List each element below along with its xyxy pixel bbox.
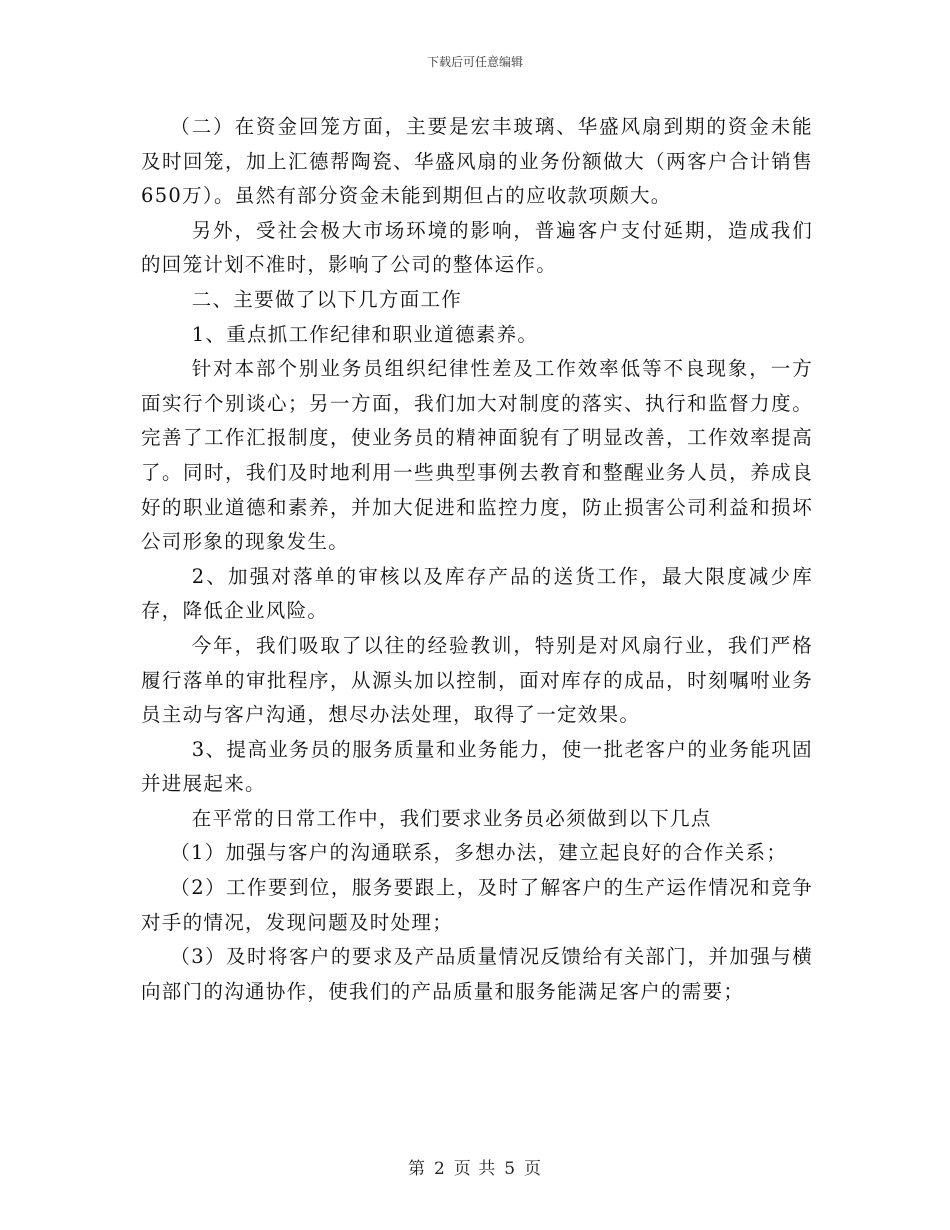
header-note: 下载后可任意编辑 <box>426 55 523 69</box>
list-item-communication: （1）加强与客户的沟通联系，多想办法，建立起良好的合作关系； <box>170 841 788 865</box>
paragraph-capital-recovery: （二）在资金回笼方面，主要是宏丰玻璃、华盛风扇到期的资金未能及时回笼，加上汇德帮陶瓷、华盛风扇的业务份额做大（两客户合计销售650万）。虽然有部分资金未能到期但占的应收款项颇大。 <box>141 115 813 208</box>
page-footer <box>0 1154 950 1179</box>
section-heading-main-work: 二、主要做了以下几方面工作 <box>191 287 463 311</box>
paragraph-inventory: 今年，我们吸取了以往的经验教训，特别是对风扇行业，我们严格履行落单的审批程序，从源头加以控制，面对库存的成品，时刻嘱咐业务员主动与客户沟通，想尽办法处理，取得了一定效果。 <box>141 633 813 727</box>
paragraph-market-impact: 另外，受社会极大市场环境的影响，普遍客户支付延期，造成我们的回笼计划不准时，影响了公司的整体运作。 <box>141 218 813 277</box>
item-heading-discipline: 1、重点抓工作纪律和职业道德素养。 <box>191 322 539 346</box>
document-body <box>141 110 813 1009</box>
page-suffix: 页 <box>524 1159 543 1179</box>
item-heading-service-quality: 3、提高业务员的服务质量和业务能力，使一批老客户的业务能巩固并进展起来。 <box>141 737 813 796</box>
page-prefix: 第 <box>407 1159 426 1179</box>
paragraph-discipline: 针对本部个别业务员组织纪律性差及工作效率低等不良现象，一方面实行个别谈心；另一方面，我们加大对制度的落实、执行和监督力度。完善了工作汇报制度，使业务员的精神面貌有了明显改善，工作效率提高了。同时，我们及时地利用一些典型事例去教育和整醒业务人员，养成良好的职业道德和素养，并加大促进和监控力度，防止损害公司利益和损坏公司形象的现象发生。 <box>141 357 813 554</box>
list-item-feedback: （3）及时将客户的要求及产品质量情况反馈给有关部门，并加强与横向部门的沟通协作，使我们的产品质量和服务能满足客户的需要； <box>141 945 813 1003</box>
list-item-service-in-place: （2）工作要到位，服务要跟上，及时了解客户的生产运作情况和竞争对手的情况，发现问题及时处理； <box>141 876 813 934</box>
item-heading-inventory: 2、加强对落单的审核以及库存产品的送货工作，最大限度减少库存，降低企业风险。 <box>141 564 813 623</box>
paragraph-requirements-intro: 在平常的日常工作中，我们要求业务员必须做到以下几点 <box>191 806 712 830</box>
page-mid: 页 共 <box>453 1159 497 1179</box>
page-number-current: 2 <box>433 1159 446 1179</box>
page-number-total: 5 <box>504 1159 517 1179</box>
